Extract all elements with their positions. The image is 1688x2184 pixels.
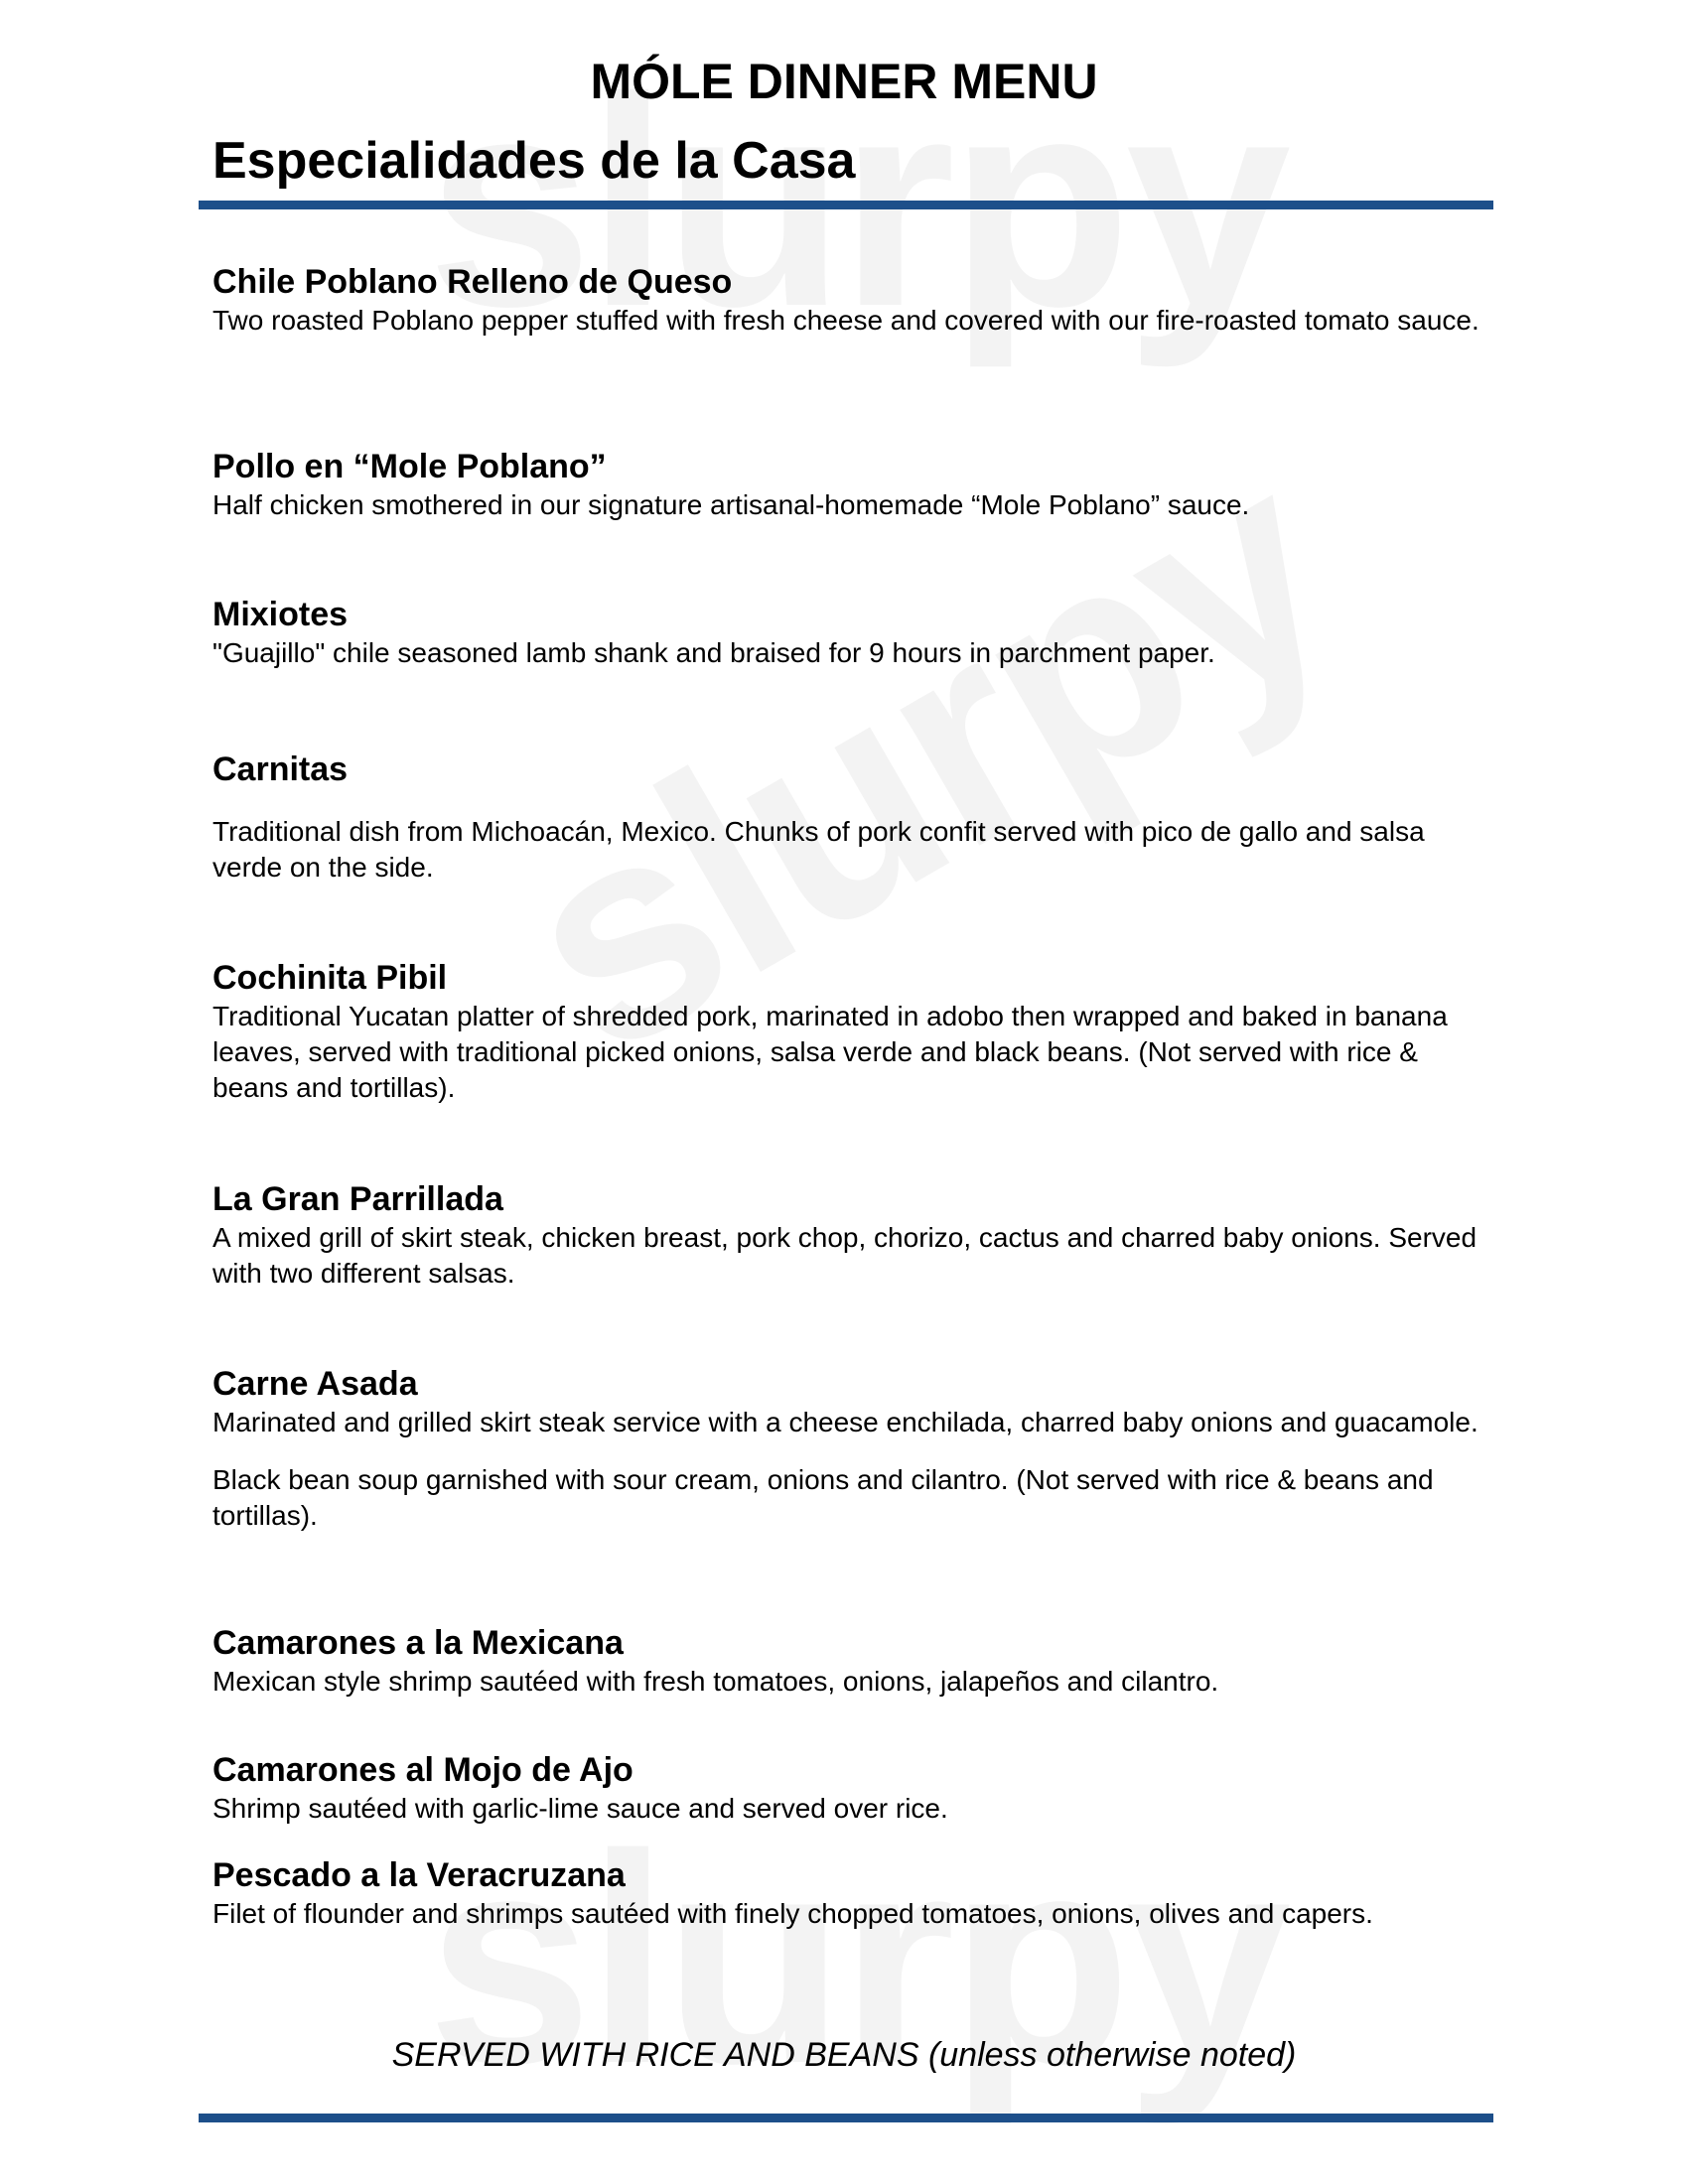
menu-item [212, 749, 1483, 886]
menu-item-name: Camarones a la Mexicana [212, 1624, 624, 1662]
footer-note: SERVED WITH RICE AND BEANS (unless otherwise noted) [391, 2036, 1297, 2074]
menu-item-name: La Gran Parrillada [212, 1180, 503, 1218]
menu-item-description: Traditional Yucatan platter of shredded pork, marinated in adobo then wrapped and baked in banana leaves, served with traditional picked onions, salsa verde and black beans. (Not served with rice & beans and tortillas). [212, 1001, 1448, 1103]
menu-item-name: Pescado a la Veracruzana [212, 1856, 626, 1894]
menu-item [212, 446, 1483, 523]
menu-item-description: Traditional dish from Michoacán, Mexico. Chunks of pork confit served with pico de gallo and salsa verde on the side. [212, 816, 1425, 883]
menu-item [212, 1622, 1483, 1700]
menu-item [212, 594, 1483, 671]
menu-item [212, 1749, 1483, 1827]
bottom-divider [199, 2114, 1493, 2122]
menu-item [212, 1854, 1483, 1932]
menu-item-name: Carne Asada [212, 1365, 418, 1403]
menu-item-name: Carnitas [212, 751, 349, 788]
menu-item-description: Marinated and grilled skirt steak service with a cheese enchilada, charred baby onions and guacamole. [212, 1407, 1478, 1437]
watermark-logo [427, 1787, 1285, 2130]
menu-item-description: A mixed grill of skirt steak, chicken breast, pork chop, chorizo, cactus and charred baby onions. Served with two different salsas. [212, 1222, 1477, 1289]
menu-item [212, 1178, 1483, 1292]
top-divider [199, 201, 1493, 209]
menu-item-extra-description: Black bean soup garnished with sour cream, onions and cilantro. (Not served with rice & beans and tortillas). [212, 1464, 1434, 1531]
menu-item-name: Camarones al Mojo de Ajo [212, 1751, 633, 1789]
menu-item-description: "Guajillo" chile seasoned lamb shank and braised for 9 hours in parchment paper. [212, 637, 1215, 668]
menu-item-name: Pollo en “Mole Poblano” [212, 448, 607, 485]
menu-item-name: Mixiotes [212, 596, 349, 633]
menu-item-description: Mexican style shrimp sautéed with fresh tomatoes, onions, jalapeños and cilantro. [212, 1666, 1219, 1697]
menu-item-name: Cochinita Pibil [212, 959, 448, 997]
menu-item-description: Two roasted Poblano pepper stuffed with fresh cheese and covered with our fire-roasted tomato sauce. [212, 305, 1479, 336]
menu-item [212, 261, 1483, 339]
menu-item-description: Filet of flounder and shrimps sautéed with finely chopped tomatoes, onions, olives and capers. [212, 1898, 1373, 1929]
menu-item [212, 957, 1483, 1106]
section-title: Especialidades de la Casa [212, 132, 856, 190]
page-title: MÓLE DINNER MENU [590, 54, 1098, 109]
menu-item-description: Half chicken smothered in our signature artisanal-homemade “Mole Poblano” sauce. [212, 489, 1250, 520]
menu-item [212, 1363, 1483, 1534]
menu-item-description: Shrimp sautéed with garlic-lime sauce and served over rice. [212, 1793, 948, 1824]
menu-item-name: Chile Poblano Relleno de Queso [212, 263, 733, 301]
